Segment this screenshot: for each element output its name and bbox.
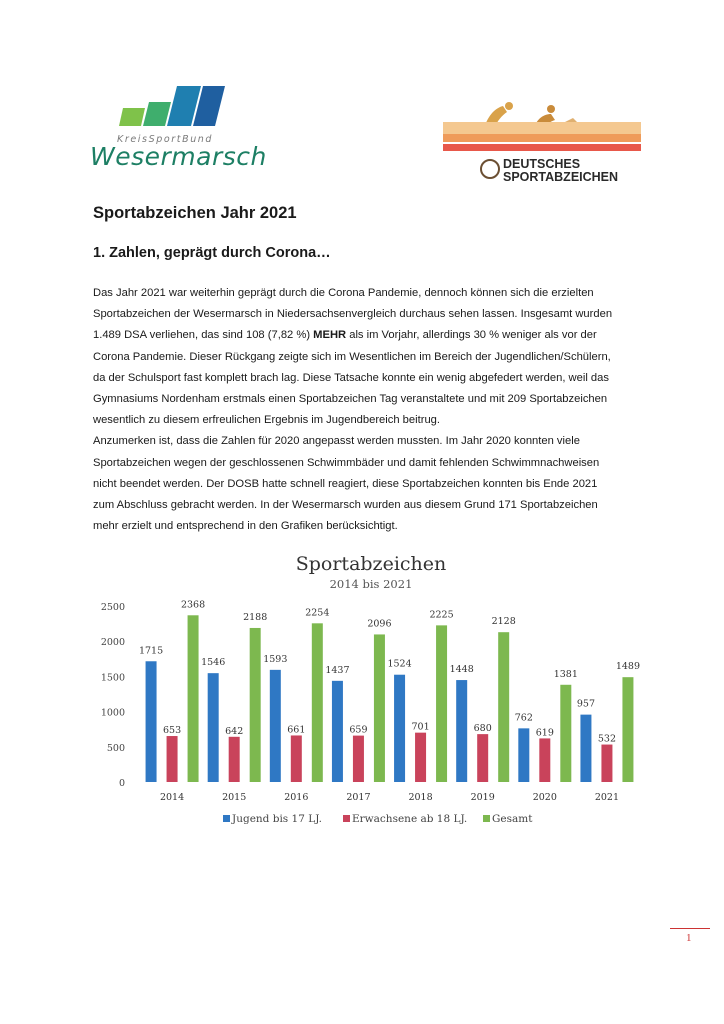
legend-swatch bbox=[223, 815, 230, 822]
data-label: 619 bbox=[535, 727, 554, 739]
data-label: 642 bbox=[225, 725, 244, 737]
bar-gesamt bbox=[498, 632, 509, 782]
data-label: 532 bbox=[597, 733, 617, 745]
dsa-line-1: DEUTSCHES bbox=[503, 157, 581, 171]
bar-erwachsene bbox=[539, 738, 550, 782]
data-label: 1546 bbox=[201, 657, 226, 669]
chart-subtitle: 2014 bis 2021 bbox=[329, 577, 413, 591]
data-label: 1593 bbox=[263, 653, 288, 665]
kreissportbund-logo bbox=[90, 82, 267, 172]
sportabzeichen-bar-chart bbox=[93, 540, 650, 840]
x-tick-label: 2017 bbox=[346, 792, 371, 803]
body-line: Anzumerken ist, dass die Zahlen für 2020 angepasst werden mussten. Im Jahr 2020 konnten viele bbox=[93, 435, 580, 448]
ksb-stripes-icon bbox=[115, 82, 225, 130]
x-tick-label: 2016 bbox=[284, 792, 309, 803]
bar-erwachsene bbox=[167, 736, 178, 782]
body-line: da der Schulsport fast komplett brach lag. Diese Tatsache konnte ein wenig abgefedert werden, weil das bbox=[93, 371, 609, 384]
bar-erwachsene bbox=[601, 745, 612, 782]
bar-jugend bbox=[332, 681, 343, 782]
data-label: 1715 bbox=[138, 645, 164, 657]
x-tick-label: 2021 bbox=[594, 792, 620, 803]
body-paragraph bbox=[93, 283, 658, 537]
body-line: Corona Pandemie. Dieser Rückgang zeigte sich im Wesentlichen im Bereich der Jugendlichen/Schülern, bbox=[93, 350, 611, 363]
dsa-line-2: SPORTABZEICHEN bbox=[503, 170, 619, 184]
legend-label: Jugend bis 17 LJ. bbox=[232, 813, 322, 825]
x-tick-label: 2014 bbox=[159, 792, 185, 803]
body-line: Gymnasiums Nordenham erstmals einen Sportabzeichen Tag veranstaltete und mit 209 Sportabzeichen bbox=[93, 393, 608, 406]
bar-erwachsene bbox=[477, 734, 488, 782]
page-number: 1 bbox=[686, 932, 692, 944]
data-label: 2096 bbox=[367, 618, 392, 630]
emphasis-mehr: MEHR bbox=[313, 329, 347, 342]
bar-gesamt bbox=[188, 615, 199, 782]
ksb-small-label: KreisSportBund bbox=[117, 134, 214, 145]
dsa-wordmark bbox=[503, 158, 618, 184]
body-line: mehr erzielt und entsprechend in den Grafiken berücksichtigt. bbox=[93, 520, 398, 533]
data-label: 2254 bbox=[305, 607, 330, 619]
chart-title: Sportabzeichen bbox=[295, 553, 447, 575]
legend-swatch bbox=[483, 815, 490, 822]
sportabzeichen-logo bbox=[443, 100, 643, 190]
bar-gesamt bbox=[622, 677, 633, 782]
y-tick-label: 2500 bbox=[100, 602, 125, 613]
ksb-name: Wesermarsch bbox=[90, 142, 267, 171]
data-label: 762 bbox=[514, 712, 533, 724]
x-tick-label: 2019 bbox=[470, 792, 495, 803]
data-label: 1437 bbox=[325, 664, 350, 676]
section-heading: 1. Zahlen, geprägt durch Corona… bbox=[93, 245, 331, 261]
body-line: Sportabzeichen wegen der geschlossenen Schwimmbäder und damit fehlenden Schwimmnachweisen bbox=[93, 456, 600, 469]
data-label: 2225 bbox=[429, 609, 454, 621]
data-label: 1524 bbox=[387, 658, 412, 670]
bar-erwachsene bbox=[353, 736, 364, 782]
body-line: Sportabzeichen der Wesermarsch in Niedersachsenvergleich durchaus sehen lassen. Insgesamt wurden bbox=[93, 308, 613, 321]
data-label: 680 bbox=[473, 723, 492, 735]
bar-erwachsene bbox=[229, 737, 240, 782]
body-line-part: 1.489 DSA verliehen, das sind 108 (7,82 %) bbox=[93, 329, 314, 342]
chart-plot-area bbox=[101, 599, 640, 803]
logo-stripe-light bbox=[443, 122, 641, 134]
y-tick-label: 500 bbox=[106, 742, 125, 754]
body-line: nicht beendet werden. Der DOSB hatte schnell reagiert, diese Sportabzeichen konnten bis Ende 2021 bbox=[93, 477, 598, 490]
bar-jugend bbox=[394, 675, 405, 782]
body-line: wesentlich zu diesem erfreulichen Ergebnis im Jugendbereich beitrug. bbox=[93, 414, 440, 427]
body-line-with-emphasis bbox=[93, 325, 658, 346]
logo-stripe-red bbox=[443, 144, 641, 151]
page-number-rule bbox=[670, 928, 710, 929]
legend-swatch bbox=[343, 815, 350, 822]
bar-gesamt bbox=[374, 634, 385, 782]
data-label: 2128 bbox=[491, 616, 516, 628]
y-tick-label: 1500 bbox=[100, 672, 125, 684]
data-label: 653 bbox=[162, 725, 182, 737]
y-tick-label: 2000 bbox=[100, 637, 125, 649]
bar-jugend bbox=[580, 715, 591, 782]
body-line: Das Jahr 2021 war weiterhin geprägt durch die Corona Pandemie, dennoch können sich die erzielten bbox=[93, 287, 594, 299]
legend-label: Erwachsene ab 18 LJ. bbox=[352, 813, 468, 825]
x-tick-label: 2018 bbox=[408, 792, 433, 803]
data-label: 2368 bbox=[180, 599, 206, 611]
x-tick-label: 2020 bbox=[532, 792, 557, 803]
bar-gesamt bbox=[436, 625, 447, 782]
data-label: 1489 bbox=[615, 661, 641, 673]
body-line-part: als im Vorjahr, allerdings 30 % weniger als vor der bbox=[346, 329, 597, 342]
bar-erwachsene bbox=[291, 735, 302, 782]
data-label: 2188 bbox=[243, 611, 268, 623]
bar-jugend bbox=[208, 673, 219, 782]
bar-jugend bbox=[518, 728, 529, 782]
y-tick-label: 1000 bbox=[100, 707, 125, 719]
data-label: 701 bbox=[411, 721, 430, 733]
bar-jugend bbox=[146, 661, 157, 782]
data-label: 957 bbox=[576, 698, 596, 710]
body-line: zum Abschluss gebracht werden. In der Wesermarsch wurden aus diesem Grund 171 Sportabzeichen bbox=[93, 499, 598, 512]
legend-label: Gesamt bbox=[492, 813, 533, 825]
y-tick-label: 0 bbox=[118, 778, 125, 789]
data-label: 661 bbox=[287, 724, 306, 736]
bar-gesamt bbox=[312, 623, 323, 782]
bar-gesamt bbox=[560, 685, 571, 782]
data-label: 659 bbox=[349, 724, 368, 736]
dsa-seal-icon bbox=[480, 159, 500, 179]
page-title: Sportabzeichen Jahr 2021 bbox=[93, 204, 297, 222]
bar-jugend bbox=[270, 670, 281, 782]
logo-stripe-orange bbox=[443, 134, 641, 142]
bar-jugend bbox=[456, 680, 467, 782]
data-label: 1448 bbox=[449, 664, 474, 676]
bar-gesamt bbox=[250, 628, 261, 782]
data-label: 1381 bbox=[553, 668, 578, 680]
bar-erwachsene bbox=[415, 733, 426, 782]
x-tick-label: 2015 bbox=[222, 792, 247, 803]
chart-legend bbox=[223, 813, 533, 825]
